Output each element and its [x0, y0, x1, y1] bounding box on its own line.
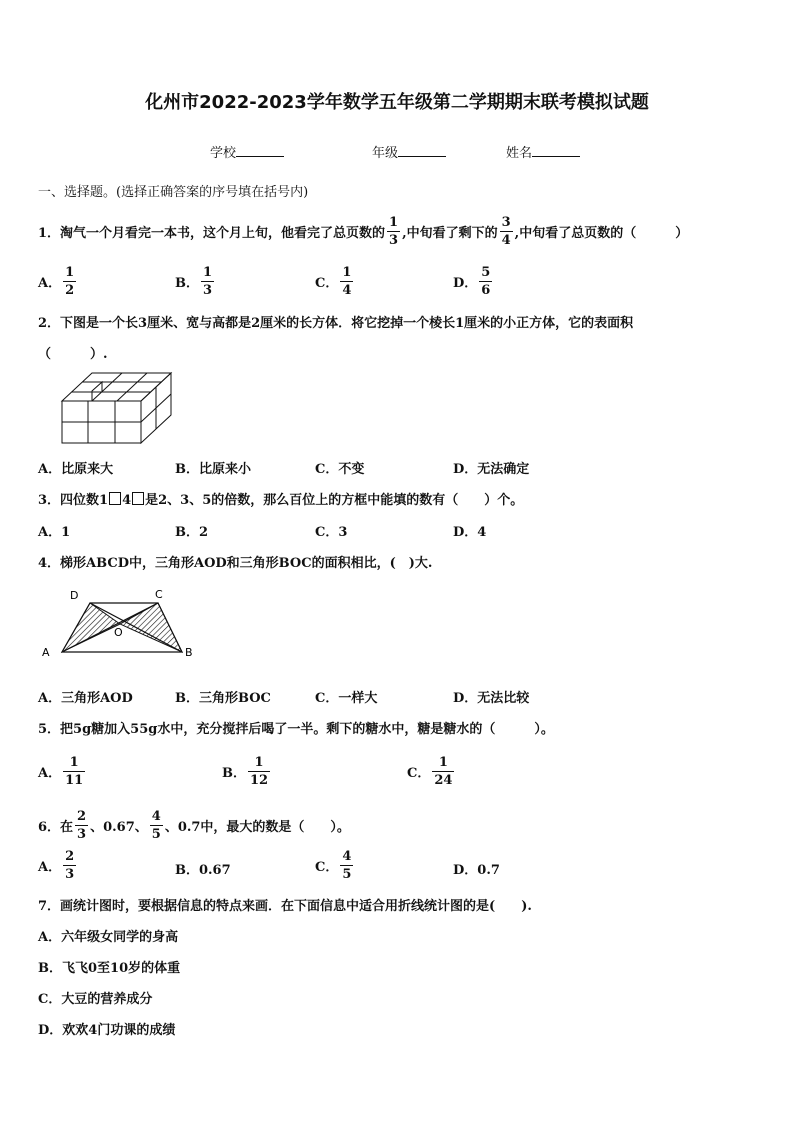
q6-option-d[interactable]: D．0.7 — [453, 863, 500, 878]
q3-text-b: 4 — [122, 493, 132, 508]
q1-option-c[interactable]: C． $\frac{1}{4}$ — [315, 265, 352, 298]
q6-text-a: 6．在 — [38, 819, 74, 835]
label-c: C — [155, 588, 163, 601]
q1-frac-1: $\frac{1}{3}$ — [389, 214, 399, 248]
name-field — [506, 142, 580, 161]
school-blank — [236, 144, 284, 157]
q7-option-c[interactable]: C．大豆的营养成分 — [38, 992, 153, 1007]
q3-option-b[interactable]: B．2 — [175, 525, 209, 540]
q4-option-b[interactable]: B．三角形BOC — [175, 691, 271, 706]
label-a: A — [42, 646, 50, 659]
q3-text-a: 3．四位数1 — [38, 493, 109, 508]
trapezoid-figure — [38, 586, 198, 662]
q6-text-c: 、0.7中，最大的数是（ ）。 — [164, 819, 350, 835]
question-3 — [38, 489, 523, 508]
q6-option-c[interactable]: C． $\frac{4}{5}$ — [315, 849, 352, 882]
q2-option-c[interactable]: C．不变 — [315, 462, 365, 477]
q6-option-a[interactable]: A． $\frac{2}{3}$ — [38, 849, 75, 882]
name-label: 姓名 — [506, 146, 533, 161]
label-o: O — [114, 626, 123, 639]
q1-option-d[interactable]: D． $\frac{5}{6}$ — [453, 265, 491, 298]
grade-blank — [398, 144, 446, 157]
question-7: 7．画统计图时，要根据信息的特点来画．在下面信息中适合用折线统计图的是( ). — [38, 899, 532, 914]
question-2: 2．下图是一个长3厘米、宽与高都是2厘米的长方体．将它挖掉一个棱长1厘米的小正方体，它的表面积 — [38, 316, 634, 331]
q4-option-c[interactable]: C．一样大 — [315, 691, 378, 706]
q2-option-d[interactable]: D．无法确定 — [453, 462, 530, 477]
grade-label: 年级 — [372, 146, 399, 161]
question-4: 4．梯形ABCD中，三角形AOD和三角形BOC的面积相比，( )大. — [38, 556, 433, 571]
cuboid-figure — [58, 370, 176, 446]
question-6 — [38, 808, 350, 842]
q2-option-b[interactable]: B．比原来小 — [175, 462, 251, 477]
question-2-blank: （ ）. — [38, 347, 108, 362]
name-blank — [532, 144, 580, 157]
q2-option-a[interactable]: A．比原来大 — [38, 462, 114, 477]
q1-text-b: ,中旬看了剩下的 — [402, 225, 498, 241]
digit-box — [132, 492, 144, 505]
q7-option-a[interactable]: A．六年级女同学的身高 — [38, 930, 179, 945]
q1-frac-2: $\frac{3}{4}$ — [501, 214, 511, 248]
q3-text-c: 是2、3、5的倍数，那么百位上的方框中能填的数有（ ）个。 — [145, 493, 524, 508]
q6-text-b: 、0.67、 — [90, 819, 148, 835]
q1-text-a: 1．淘气一个月看完一本书，这个月上旬，他看完了总页数的 — [38, 225, 386, 241]
q1-option-b[interactable]: B． $\frac{1}{3}$ — [175, 265, 213, 298]
q3-option-d[interactable]: D．4 — [453, 525, 487, 540]
q7-option-d[interactable]: D．欢欢4门功课的成绩 — [38, 1023, 176, 1038]
label-d: D — [70, 589, 79, 602]
grade-field — [372, 142, 446, 161]
question-5: 5．把5g糖加入55g水中，充分搅拌后喝了一半。剩下的糖水中，糖是糖水的（ ）。 — [38, 722, 554, 737]
q3-option-c[interactable]: C．3 — [315, 525, 348, 540]
q5-option-c[interactable]: C． $\frac{1}{24}$ — [407, 755, 453, 788]
school-label: 学校 — [210, 146, 237, 161]
label-b: B — [185, 646, 193, 659]
school-field — [210, 142, 284, 161]
q1-text-c: ,中旬看了总页数的（ ） — [514, 225, 689, 241]
q7-option-b[interactable]: B．飞飞0至10岁的体重 — [38, 961, 181, 976]
q5-option-b[interactable]: B． $\frac{1}{12}$ — [222, 755, 269, 788]
page-title: 化州市2022-2023学年数学五年级第二学期期末联考模拟试题 — [145, 92, 649, 113]
q6-option-b[interactable]: B．0.67 — [175, 863, 231, 878]
section-heading: 一、选择题。(选择正确答案的序号填在括号内) — [38, 185, 309, 200]
q3-option-a[interactable]: A．1 — [38, 525, 71, 540]
digit-box — [109, 492, 121, 505]
q6-frac-2: $\frac{4}{5}$ — [151, 808, 161, 842]
question-1 — [38, 214, 688, 248]
q4-option-a[interactable]: A．三角形AOD — [38, 691, 133, 706]
q6-frac-1: $\frac{2}{3}$ — [77, 808, 87, 842]
q5-option-a[interactable]: A． $\frac{1}{11}$ — [38, 755, 84, 788]
q4-option-d[interactable]: D．无法比较 — [453, 691, 530, 706]
q1-option-a[interactable]: A． $\frac{1}{2}$ — [38, 265, 75, 298]
